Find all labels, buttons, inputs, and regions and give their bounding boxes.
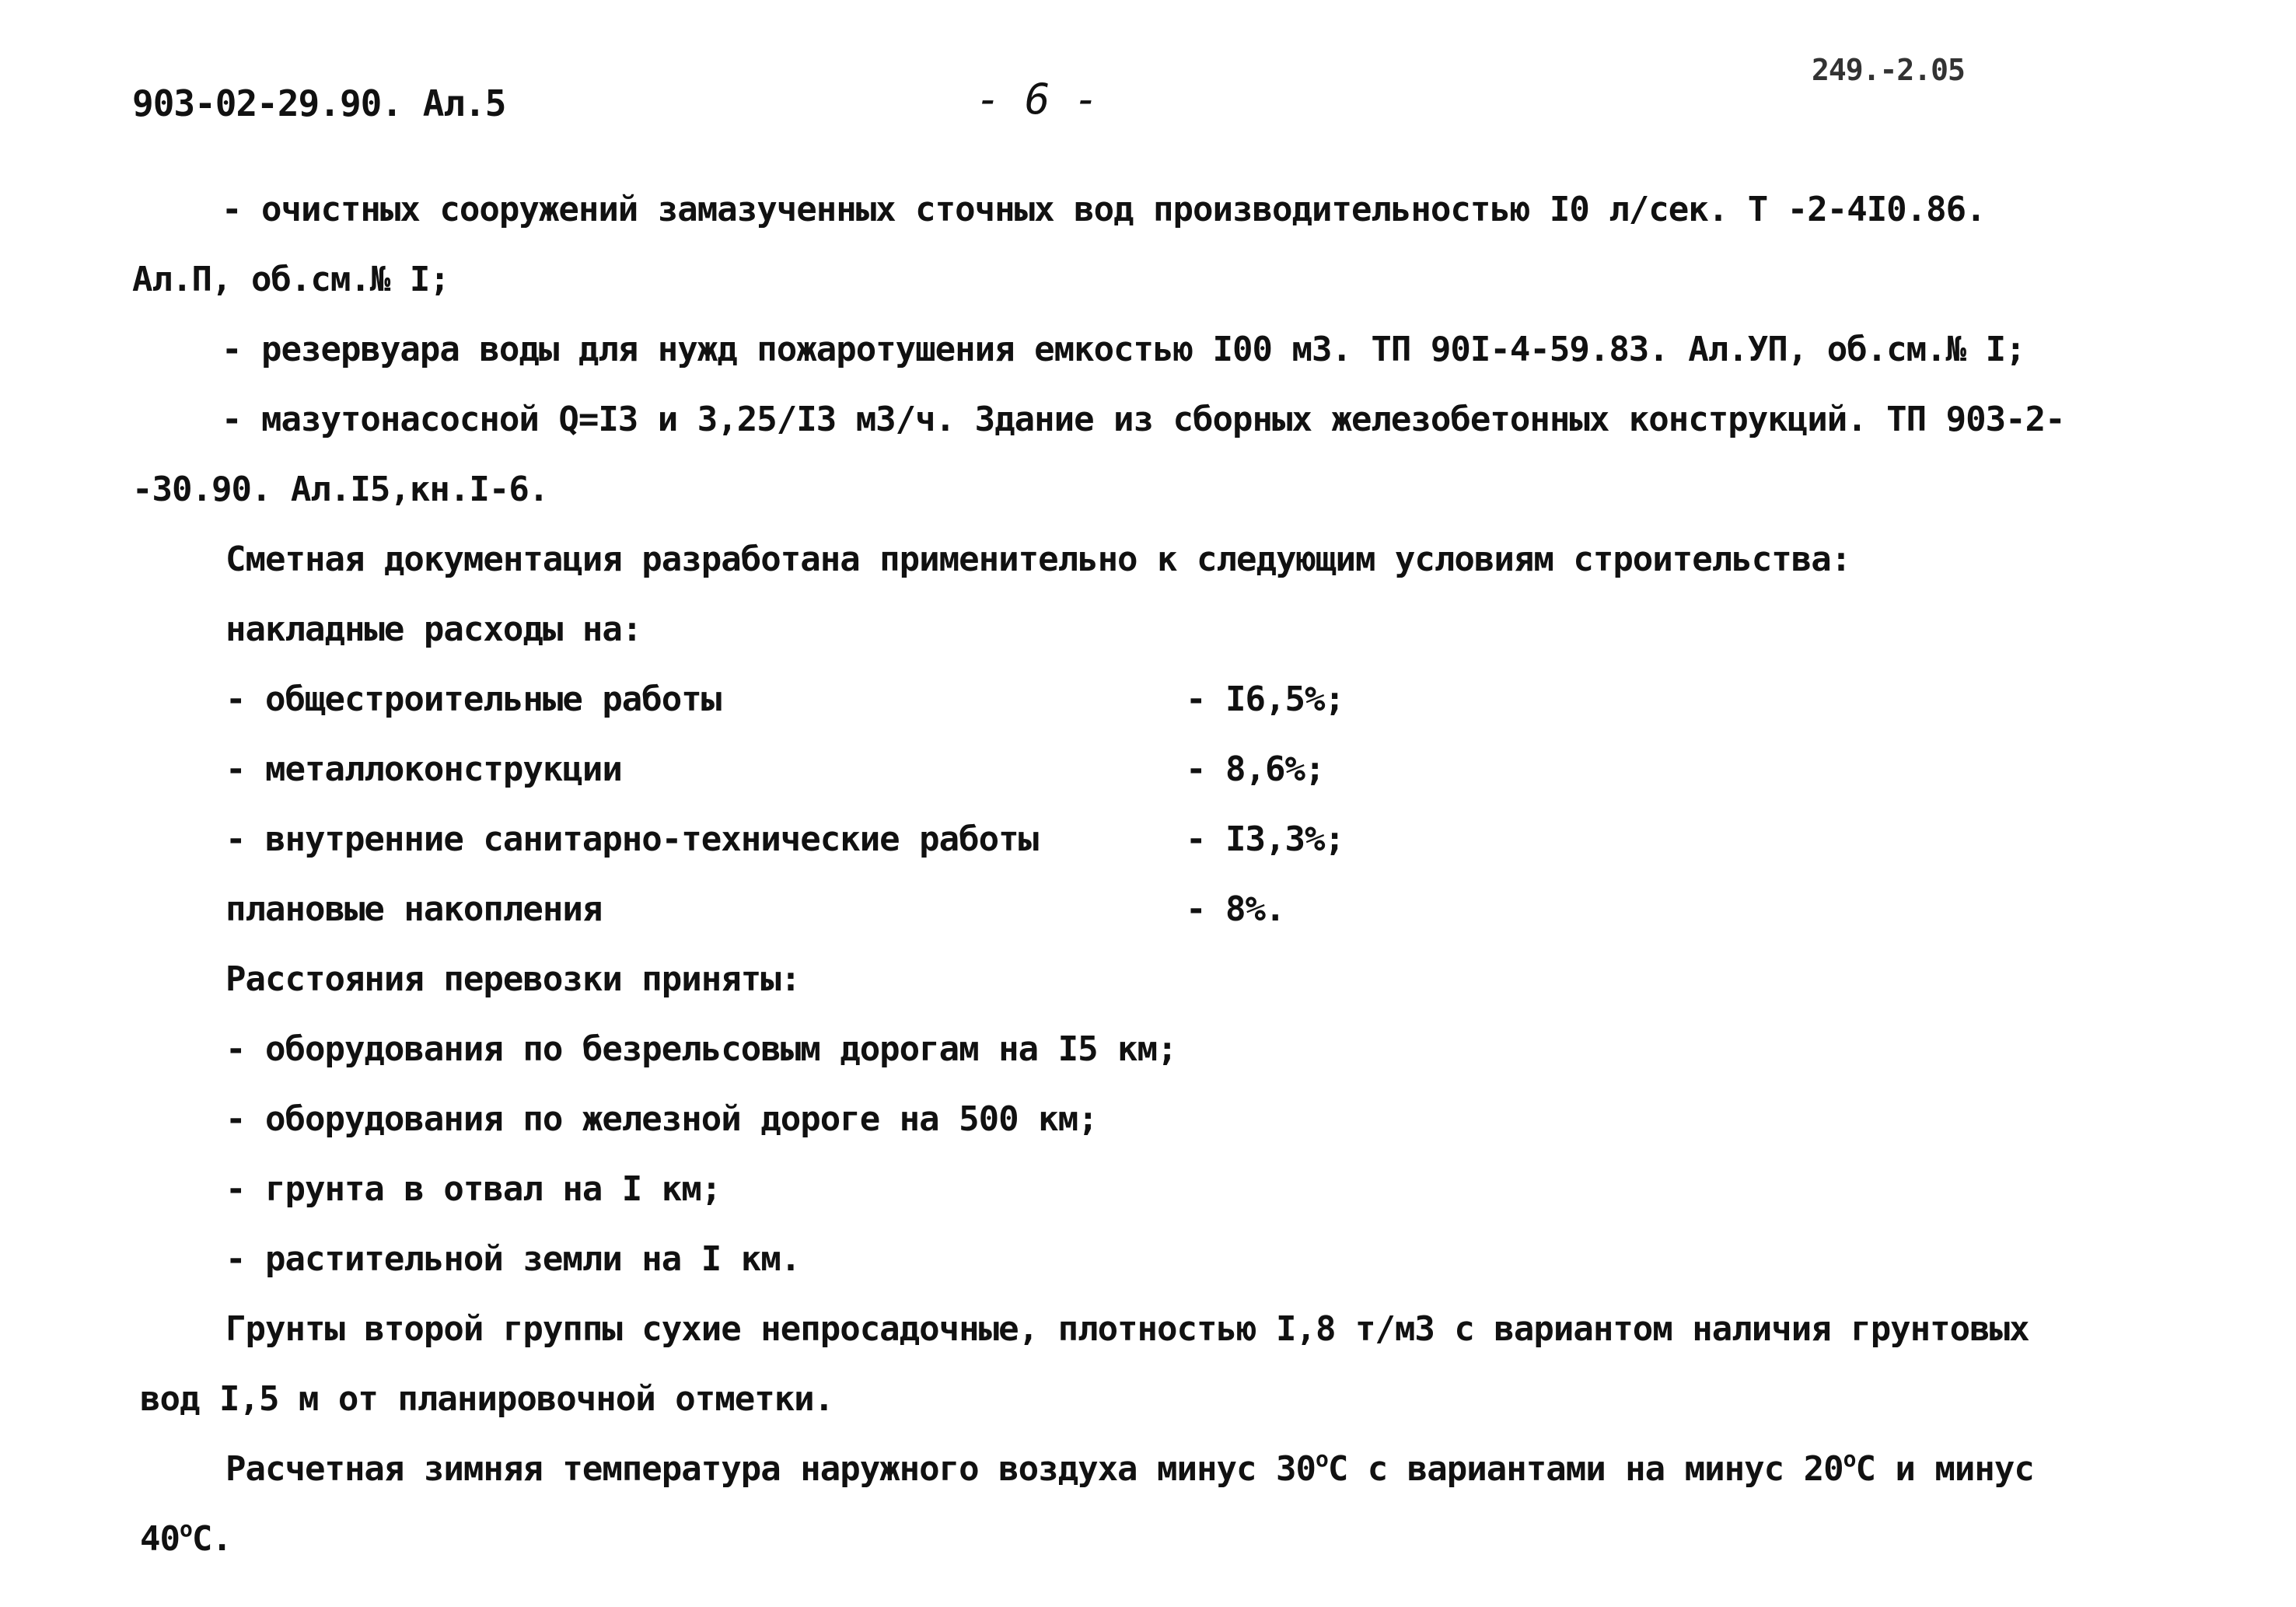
- temperature-text-2: С с вариантами на минус 20: [1327, 1449, 1843, 1489]
- transport-intro: Расстояния перевозки приняты:: [225, 959, 801, 999]
- transport-line-1: - оборудования по безрельсовым дорогам на I5 км;: [225, 1029, 1177, 1069]
- ref-line-4: - мазутонасосной Q=I3 и 3,25/I3 м3/ч. Здание из сборных железобетонных конструкций. ТП 903-2-: [222, 400, 2065, 439]
- conditions-intro: Сметная документация разработана применительно к следующим условиям строительства:: [225, 540, 1851, 579]
- overhead-label-4: плановые накопления: [225, 889, 603, 929]
- soil-line-1: Грунты второй группы сухие непросадочные, плотностью I,8 т/м3 с вариантом наличия грунтовых: [225, 1309, 2029, 1349]
- overhead-label-1: - общестроительные работы: [225, 679, 722, 719]
- temperature-text-1: Расчетная зимняя температура наружного воздуха минус 30: [225, 1449, 1316, 1489]
- soil-line-2: вод I,5 м от планировочной отметки.: [140, 1379, 834, 1419]
- page-number: - 6 -: [976, 75, 1099, 124]
- overhead-label-2: - металлоконструкции: [225, 749, 622, 789]
- degree-sign-2: о: [1843, 1446, 1856, 1473]
- transport-line-4: - растительной земли на I км.: [225, 1239, 801, 1279]
- degree-sign-3: о: [179, 1516, 192, 1542]
- overhead-value-4: - 8%.: [1186, 889, 1285, 929]
- archive-stamp: 249.-2.05: [1812, 53, 1965, 87]
- degree-sign-1: о: [1315, 1446, 1328, 1473]
- ref-line-3: - резервуара воды для нужд пожаротушения емкостью I00 м3. ТП 90I-4-59.83. Ал.УП, об.см.№ I;: [222, 330, 2025, 369]
- temperature-text-3: С и минус: [1855, 1449, 2034, 1489]
- transport-line-3: - грунта в отвал на I км;: [225, 1169, 722, 1209]
- temperature-line-2: [140, 1518, 232, 1561]
- overhead-value-2: - 8,6%;: [1186, 749, 1325, 789]
- transport-line-2: - оборудования по железной дороге на 500 км;: [225, 1099, 1098, 1139]
- ref-line-1: - очистных сооружений замазученных сточных вод производительностью I0 л/сек. Т -2-4I0.86.: [222, 190, 1986, 229]
- ref-line-2: Ал.П, об.см.№ I;: [132, 260, 449, 299]
- overhead-value-1: - I6,5%;: [1186, 679, 1344, 719]
- temperature-text-5: С.: [191, 1519, 232, 1559]
- overhead-label-3: - внутренние санитарно-технические работы: [225, 819, 1039, 859]
- overhead-intro: накладные расходы на:: [225, 610, 642, 649]
- overhead-value-3: - I3,3%;: [1186, 819, 1344, 859]
- document-number: 903-02-29.90. Ал.5: [132, 82, 506, 124]
- ref-line-5: -30.90. Ал.I5,кн.I-6.: [132, 470, 549, 509]
- temperature-text-4: 40: [140, 1519, 180, 1559]
- temperature-line-1: [225, 1448, 2034, 1491]
